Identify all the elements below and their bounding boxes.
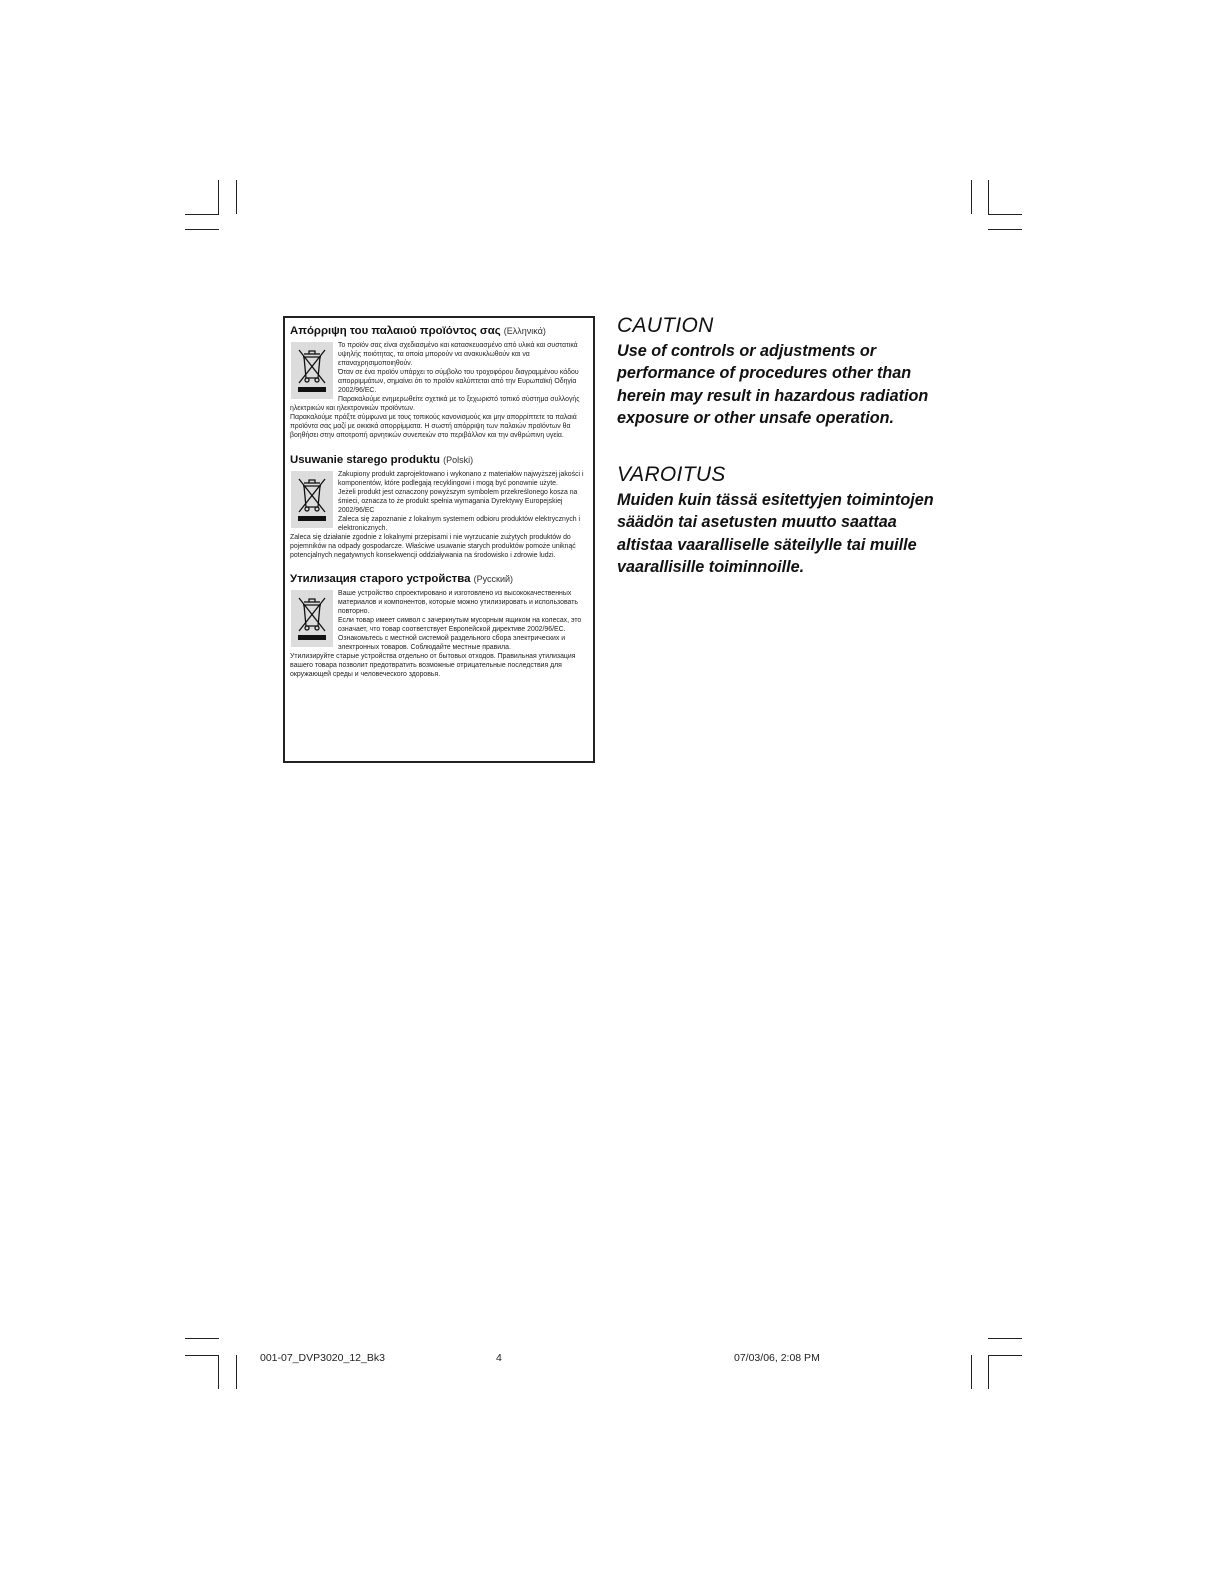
section-paragraph: Ознакомьтесь с местной системой раздельного сбора электрических и электронных товаров. Соблюдайте местные правила.: [338, 635, 566, 652]
section-body: [290, 470, 588, 560]
section-heading: [290, 324, 588, 339]
section-heading: [290, 572, 588, 587]
section-paragraph: Если товар имеет символ с зачеркнутым мусорным ящиком на колесах, это означает, что товар соответствует Европейской директиве 2002/96/EC.: [338, 617, 582, 634]
section-paragraph: Zakupiony produkt zaprojektowano i wykonano z materiałów najwyższej jakości i komponentów, które podlegają recyklingowi i mogą być ponownie użyte.: [338, 470, 584, 487]
section-paragraph: Jeżeli produkt jest oznaczony powyższym symbolem przekreślonego kosza na śmieci, oznacza to że produkt spełnia wymagania Dyrektywy Europejskiej 2002/96/EC: [338, 488, 578, 514]
crop-mark: [971, 180, 972, 214]
crop-mark: [988, 1355, 989, 1389]
section-paragraph: Παρακαλούμε ενημερωθείτε σχετικά με το ξεχωριστό τοπικό σύστημα συλλογής ηλεκτρικών και ηλεκτρονικών προϊόντων.: [290, 396, 580, 413]
crop-mark: [236, 180, 237, 214]
footer-timestamp: 07/03/06, 2:08 PM: [734, 1352, 820, 1364]
crop-mark: [236, 1355, 237, 1389]
crop-mark: [988, 1355, 1022, 1356]
crop-mark: [185, 1355, 219, 1356]
crossed-out-wheelie-bin-icon: [291, 342, 333, 399]
section-paragraph: Παρακαλούμε πράξτε σύμφωνα με τους τοπικούς κανονισμούς και μην απορρίπτετε τα παλαιά προϊόντα σας μαζί με οικιακά απορρίμματα. Η σωστή απόρριψη των παλαιών προϊόντων θα βοηθήσει στην αποτροπή αρνητικών συνεπειών στο περιβάλλον και την ανθρώπινη υγεία.: [290, 414, 577, 440]
crop-mark: [988, 229, 1022, 230]
varoitus-text: Muiden kuin tässä esitettyjen toimintojen säädön tai asetusten muutto saattaa altistaa vaaralliselle säteilylle tai muille vaarallisille toiminnoille.: [617, 491, 934, 576]
section-heading: [290, 453, 588, 468]
crop-mark: [971, 1355, 972, 1389]
section-body: [290, 341, 588, 441]
section-title: Απόρριψη του παλαιού προϊόντος σας: [290, 325, 501, 337]
crop-mark: [988, 1338, 1022, 1339]
section-paragraph: Zaleca się zapoznanie z lokalnym systemem odbioru produktów elektrycznych i elektronicznych.: [338, 515, 581, 532]
crop-mark: [988, 180, 989, 214]
disposal-info-box: [283, 316, 595, 763]
section-paragraph: Ваше устройство спроектировано и изготовлено из высококачественных материалов и компонентов, которые можно утилизировать и использовать повторно.: [338, 589, 578, 616]
section-paragraph: Zaleca się działanie zgodnie z lokalnymi przepisami i nie wyrzucanie zużytych produktów do pojemników na odpady gospodarcze. Właściwe usuwanie starych produktów pomoże uniknąć potencjalnych negatywnych konsekwencji oddziaływania na środowisko i zdrowie ludzi.: [290, 533, 576, 559]
crossed-out-wheelie-bin-icon: [291, 471, 333, 528]
crop-mark: [185, 214, 219, 215]
disposal-section-polish: [290, 453, 588, 560]
section-body: [290, 589, 588, 679]
crop-mark: [218, 180, 219, 214]
disposal-section-greek: [290, 324, 588, 441]
crop-mark: [185, 1338, 219, 1339]
section-paragraph: Утилизируйте старые устройства отдельно от бытовых отходов. Правильная утилизация вашего товара позволит предотвратить возможные отрицательные последствия для окружающей среды и человеческого здоровья.: [290, 653, 576, 679]
section-paragraph: Όταν σε ένα προϊόν υπάρχει το σύμβολο του τροχοφόρου διαγραμμένου κάδου απορριμμάτων, σημαίνει ότι το προϊόν καλύπτεται από την Ευρωπαϊκή Οδηγία 2002/96/ΕC.: [338, 369, 579, 395]
crossed-out-wheelie-bin-icon: [291, 590, 333, 647]
crop-mark: [218, 1355, 219, 1389]
crop-mark: [185, 229, 219, 230]
disposal-section-russian: [290, 572, 588, 679]
section-language: (Polski): [443, 454, 474, 465]
varoitus-notice: [617, 461, 937, 578]
footer-filename: 001-07_DVP3020_12_Bk3: [260, 1352, 385, 1364]
footer-page-number: 4: [496, 1352, 502, 1364]
section-title: Usuwanie starego produktu: [290, 453, 440, 466]
caution-text: Use of controls or adjustments or performance of procedures other than herein may result in hazardous radiation exposure or other unsafe operation.: [617, 342, 929, 427]
caution-title: CAUTION: [617, 314, 714, 337]
section-language: (Ελληνικά): [503, 326, 546, 336]
section-language: (Русский): [473, 573, 513, 584]
section-paragraph: Το προϊόν σας είναι σχεδιασμένο και κατασκευασμένο από υλικά και συστατικά υψηλής ποιότητας, τα οποία μπορούν να ανακυκλωθούν και να επαναχρησιμοποιηθούν.: [338, 342, 578, 368]
caution-notice: [617, 312, 937, 429]
crop-mark: [988, 214, 1022, 215]
section-title: Утилизация старого устройства: [290, 572, 471, 585]
varoitus-title: VAROITUS: [617, 463, 726, 486]
